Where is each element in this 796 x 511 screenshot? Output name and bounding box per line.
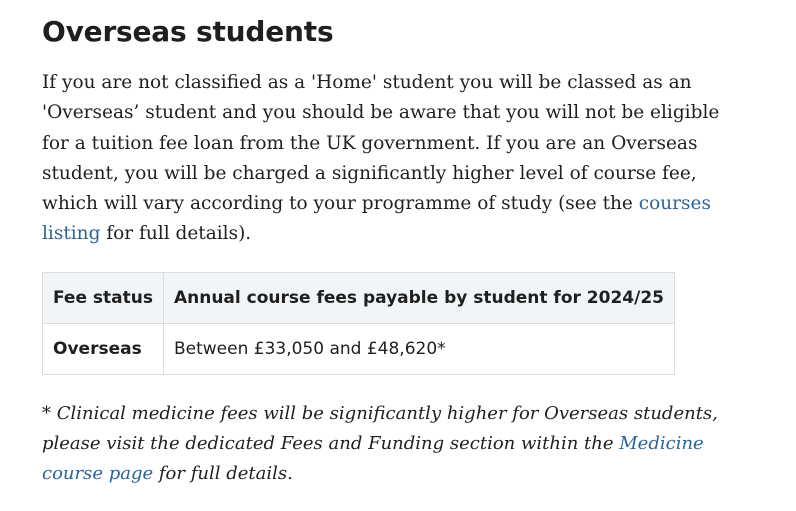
content-section [42,12,742,489]
medicine-course-page-link[interactable]: Medicine course page [42,432,704,484]
footnote [42,399,742,489]
page-heading: Overseas students [42,15,334,48]
header-fee-status: Fee status [43,272,164,323]
footnote-text-2: for full details. [153,462,293,484]
header-annual-fees: Annual course fees payable by student for 2024/25 [163,272,674,323]
row-fee-status: Overseas [43,323,164,374]
table-row [43,323,675,374]
table-header-row [43,272,675,323]
courses-listing-link[interactable]: courses listing [42,193,711,245]
footnote-text-1: * Clinical medicine fees will be significantly higher for Overseas students, please visit the dedicated Fees and Funding section within the [42,402,718,454]
intro-text-2: for full details). [100,223,252,245]
row-fee-amount: Between £33,050 and £48,620* [163,323,674,374]
intro-text-1: If you are not classified as a 'Home' student you will be classed as an 'Overseas’ student and you should be aware that you will not be eligible for a tuition fee loan from the UK government. If you are an Overseas student, you will be charged a significantly higher level of course fee, which will vary according to your programme of study (see the [42,72,720,215]
intro-paragraph [42,68,742,250]
fees-table [42,272,675,375]
